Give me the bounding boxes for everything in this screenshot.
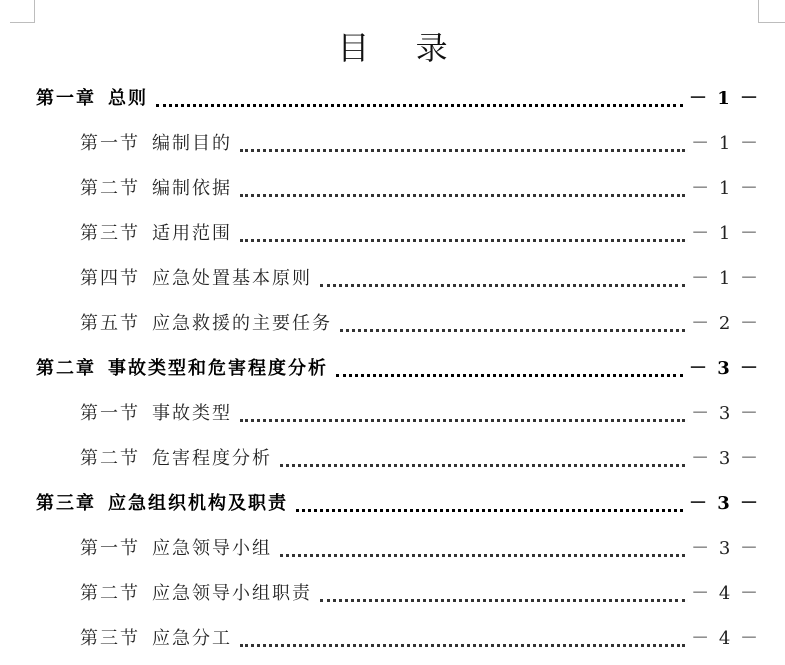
toc-entry-title: 适用范围 [152, 223, 232, 244]
toc-page-number: － 2 － [691, 313, 760, 334]
crop-mark-top-right [758, 0, 785, 23]
toc-page-number: － 1 － [691, 223, 760, 244]
toc-entry-title: 事故类型和危害程度分析 [108, 358, 328, 379]
toc-entry-number: 第四节 [80, 268, 140, 289]
toc-section-entry[interactable] [80, 577, 760, 607]
toc-entry-number: 第三章 [36, 493, 96, 514]
toc-entry-number: 第一章 [36, 88, 96, 109]
toc-dot-leader [320, 282, 685, 287]
toc-chapter-entry[interactable] [36, 82, 760, 112]
toc-page-number: － 3 － [688, 358, 760, 379]
toc-entry-number: 第二节 [80, 583, 140, 604]
toc-entry-title: 应急救援的主要任务 [152, 313, 332, 334]
toc-dot-leader [240, 147, 685, 152]
toc-section-entry[interactable] [80, 127, 760, 157]
toc-page-number: － 3 － [691, 538, 760, 559]
toc-dot-leader [296, 507, 683, 512]
toc-section-entry[interactable] [80, 217, 760, 247]
toc-entry-number: 第二节 [80, 448, 140, 469]
toc-dot-leader [156, 102, 683, 107]
toc-entry-title: 危害程度分析 [152, 448, 272, 469]
toc-dot-leader [280, 462, 685, 467]
toc-entry-number: 第三节 [80, 628, 140, 649]
toc-entry-title: 编制依据 [152, 178, 232, 199]
toc-dot-leader [240, 192, 685, 197]
toc-entry-number: 第一节 [80, 133, 140, 154]
toc-dot-leader [240, 642, 685, 647]
toc-section-entry[interactable] [80, 442, 760, 472]
toc-chapter-entry[interactable] [36, 487, 760, 517]
toc-entry-number: 第一节 [80, 403, 140, 424]
toc-section-entry[interactable] [80, 172, 760, 202]
toc-entry-title: 应急领导小组 [152, 538, 272, 559]
toc-page-number: － 3 － [691, 448, 760, 469]
toc-entry-title: 应急领导小组职责 [152, 583, 312, 604]
toc-page-number: － 3 － [691, 403, 760, 424]
toc-page-number: － 1 － [691, 268, 760, 289]
toc-dot-leader [340, 327, 685, 332]
toc-section-entry[interactable] [80, 262, 760, 292]
toc-page-number: － 1 － [688, 88, 760, 109]
toc-section-entry[interactable] [80, 397, 760, 427]
toc-page-number: － 4 － [691, 583, 760, 604]
toc-entry-title: 应急处置基本原则 [152, 268, 312, 289]
toc-dot-leader [240, 417, 685, 422]
crop-mark-top-left [10, 0, 35, 23]
toc-page-number: － 4 － [691, 628, 760, 649]
toc-dot-leader [280, 552, 685, 557]
toc-page-number: － 3 － [688, 493, 760, 514]
toc-dot-leader [240, 237, 685, 242]
toc-entry-title: 应急组织机构及职责 [108, 493, 288, 514]
toc-entry-number: 第二章 [36, 358, 96, 379]
toc-dot-leader [336, 372, 683, 377]
toc-entry-title: 事故类型 [152, 403, 232, 424]
toc-page-number: － 1 － [691, 133, 760, 154]
toc-entry-number: 第三节 [80, 223, 140, 244]
toc-page-number: － 1 － [691, 178, 760, 199]
toc-section-entry[interactable] [80, 622, 760, 652]
toc-entry-number: 第五节 [80, 313, 140, 334]
toc-entry-number: 第二节 [80, 178, 140, 199]
toc-title: 目 录 [337, 29, 466, 67]
toc-section-entry[interactable] [80, 532, 760, 562]
toc-entry-title: 应急分工 [152, 628, 232, 649]
toc-section-entry[interactable] [80, 307, 760, 337]
toc-chapter-entry[interactable] [36, 352, 760, 382]
toc-entry-number: 第一节 [80, 538, 140, 559]
toc-entry-title: 编制目的 [152, 133, 232, 154]
toc-dot-leader [320, 597, 685, 602]
toc-entry-title: 总则 [108, 88, 148, 109]
